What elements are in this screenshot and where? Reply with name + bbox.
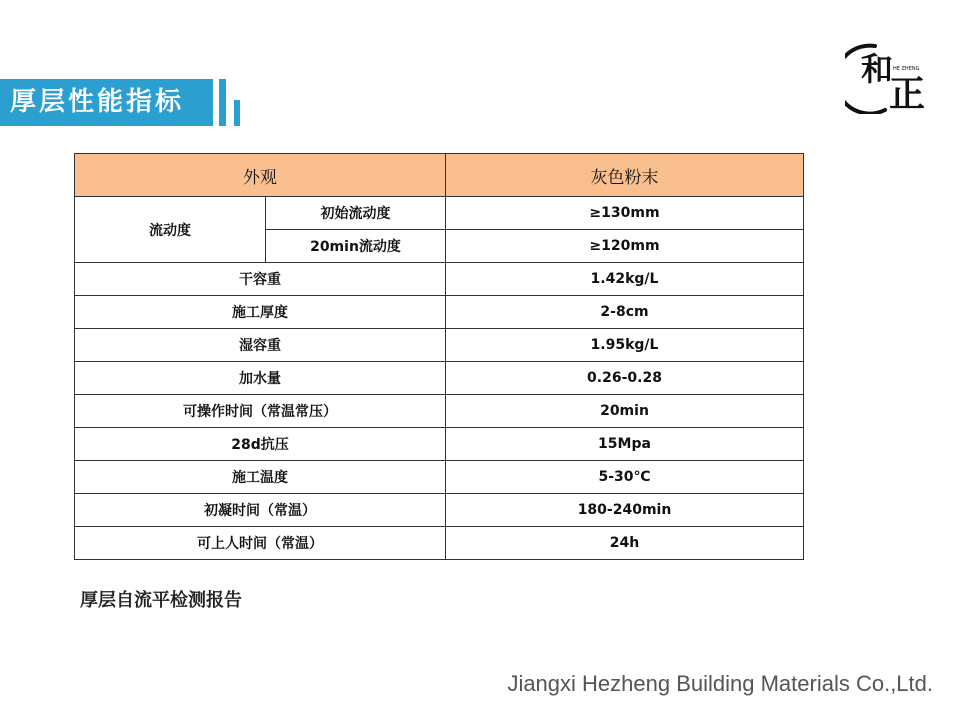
table-row — [75, 296, 804, 329]
company-name: Jiangxi Hezheng Building Materials Co.,Ltd. — [507, 671, 933, 696]
title-accent-bar-small — [234, 100, 240, 126]
row-value: 1.95kg/L — [446, 329, 804, 362]
table-header-row — [75, 154, 804, 197]
row-value: 20min — [446, 395, 804, 428]
table-row — [75, 362, 804, 395]
row-label: 初凝时间（常温） — [75, 494, 446, 527]
flow-value: ≥130mm — [446, 197, 804, 230]
row-label: 可上人时间（常温） — [75, 527, 446, 560]
header-value: 灰色粉末 — [446, 154, 804, 197]
row-value: 1.42kg/L — [446, 263, 804, 296]
table-row — [75, 197, 804, 230]
header-label: 外观 — [75, 154, 446, 197]
row-label: 湿容重 — [75, 329, 446, 362]
flow-sub-label: 初始流动度 — [266, 197, 446, 230]
row-value: 2-8cm — [446, 296, 804, 329]
row-label: 可操作时间（常温常压） — [75, 395, 446, 428]
row-label: 干容重 — [75, 263, 446, 296]
table-row — [75, 263, 804, 296]
table-row — [75, 494, 804, 527]
spec-table — [74, 153, 804, 560]
table-row — [75, 428, 804, 461]
flow-label: 流动度 — [75, 197, 266, 263]
row-value: 24h — [446, 527, 804, 560]
logo-char-zheng: 正 — [889, 73, 926, 114]
title-accent-bar — [219, 79, 226, 126]
row-label: 28d抗压 — [75, 428, 446, 461]
page-title: 厚层性能指标 — [0, 79, 213, 126]
report-link[interactable]: 厚层自流平检测报告 — [80, 590, 242, 611]
row-label: 施工厚度 — [75, 296, 446, 329]
row-value: 15Mpa — [446, 428, 804, 461]
logo-small-text: HE ZHENG — [893, 66, 920, 72]
table-row — [75, 461, 804, 494]
row-label: 加水量 — [75, 362, 446, 395]
flow-sub-label: 20min流动度 — [266, 230, 446, 263]
flow-value: ≥120mm — [446, 230, 804, 263]
table-row — [75, 527, 804, 560]
logo-char-he: 和 — [861, 50, 894, 88]
row-value: 180-240min — [446, 494, 804, 527]
company-logo — [845, 36, 937, 114]
row-label: 施工温度 — [75, 461, 446, 494]
table-row — [75, 329, 804, 362]
row-value: 5-30℃ — [446, 461, 804, 494]
table-row — [75, 395, 804, 428]
row-value: 0.26-0.28 — [446, 362, 804, 395]
